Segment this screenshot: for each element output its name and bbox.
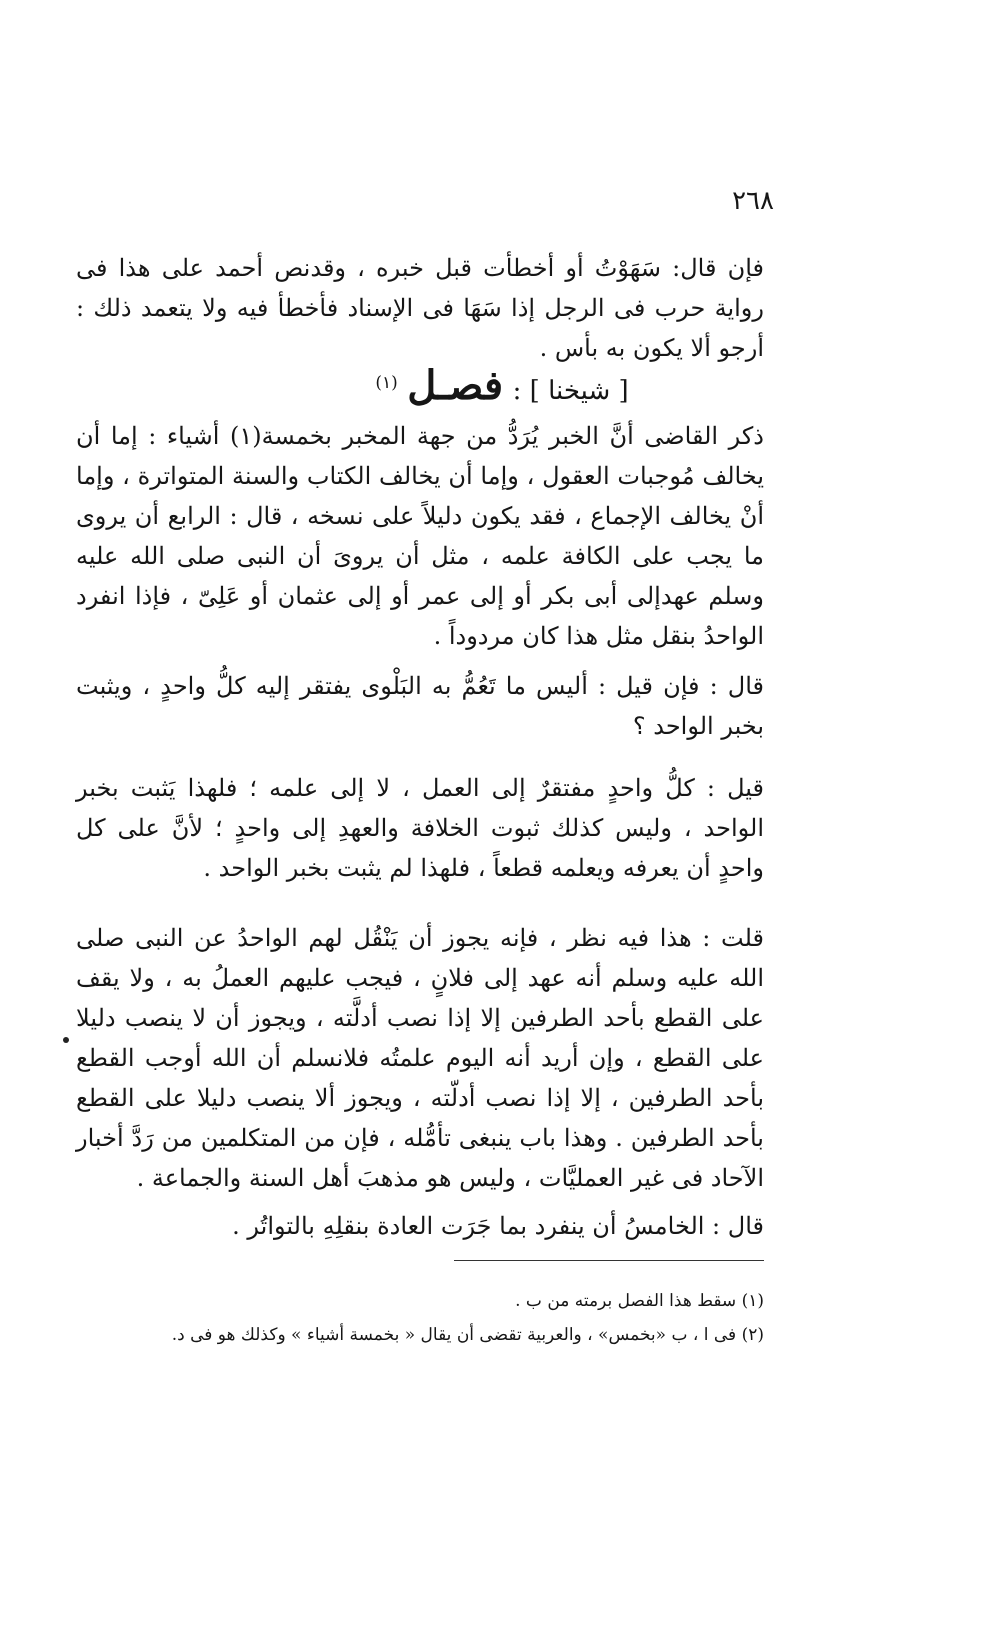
footnote-1: (١) سقط هذا الفصل برمته من ب . — [515, 1291, 764, 1311]
section-heading — [0, 362, 1004, 409]
footnote-separator — [454, 1260, 764, 1261]
footnote-2: (٢) فى ا ، ب «بخمس» ، والعربية تقضى أن يقال « بخمسة أشياء » وكذلك هو فى د. — [171, 1325, 764, 1345]
margin-mark — [63, 1037, 69, 1043]
paragraph-text: قلت : هذا فيه نظر ، فإنه يجوز أن يَنْقُل لهم الواحدُ عن النبى صلى الله عليه وسلم أنه عهد إلى فلانٍ ، فيجب عليهم العملُ به ، ولا يقف على القطع بأحد الطرفين إلا إذا نصب أدلَّته ، ويجوز أن لا ينصب دليلا على القطع ، وإن أريد أنه اليوم علمتُه فلانسلم أن الله أوجب القطع بأحد الطرفين ، إلا إذا نصب أدلّته ، ويجوز ألا ينصب دليلا على القطع بأحد الطرفين . وهذا باب ينبغى تأمُّله ، فإن من المتكلمين من رَدَّ أخبار الآحاد فى غير العمليَّات ، وليس هو مذهبَ أهل السنة والجماعة . — [76, 924, 764, 1192]
footnotes — [64, 1284, 764, 1352]
paragraph-4 — [76, 768, 764, 888]
paragraph-text: قال : الخامسُ أن ينفرد بما جَرَت العادة بنقلِهِ بالتواتُر . — [232, 1212, 764, 1240]
paragraph-6 — [76, 1206, 764, 1246]
paragraph-5 — [76, 918, 764, 1198]
paragraph-text: قيل : كلُّ واحدٍ مفتقرٌ إلى العمل ، لا إلى علمه ؛ فلهذا يَثبت بخبر الواحد ، وليس كذلك ثبوت الخلافة والعهدِ إلى واحدٍ ؛ لأنَّ على كل واحدٍ أن يعرفه ويعلمه قطعاً ، فلهذا لم يثبت بخبر الواحد . — [76, 774, 764, 882]
page-number: ٢٦٨ — [732, 186, 774, 216]
paragraph-1 — [76, 248, 764, 368]
paragraph-text: ذكر القاضى أنَّ الخبر يُرَدُّ من جهة المخبر بخمسة(١) أشياء : إما أن يخالف مُوجبات العقول ، وإما أن يخالف الكتاب والسنة المتواترة ، وإما أنْ يخالف الإجماع ، فقد يكون دليلاً على نسخه ، قال : الرابع أن يروى ما يجب على الكافة علمه ، مثل أن يروىَ أن النبى صلى الله عليه وسلم عهدإلى أبى بكر أو إلى عمر أو إلى عثمان أو عَلِىّ ، فإذا انفرد الواحدُ بنقل مثل هذا كان مردوداً . — [76, 422, 764, 650]
paragraph-text: فإن قال: سَهَوْتُ أو أخطأت قبل خبره ، وقدنص أحمد على هذا فى رواية حرب فى الرجل إذا سَهَا فى الإسناد فأخطأ فيه ولا يتعمد ذلك : أرجو ألا يكون به بأس . — [76, 254, 764, 362]
heading-title: فصـل — [407, 362, 504, 409]
heading-footnote-marker: (١) — [375, 373, 398, 393]
paragraph-2 — [76, 416, 764, 656]
heading-prefix: [ شيخنا ] : — [512, 376, 629, 406]
paragraph-text: قال : فإن قيل : أليس ما تَعُمُّ به البَلْوى يفتقر إليه كلُّ واحدٍ ، ويثبت بخبر الواحد ؟ — [76, 672, 764, 740]
paragraph-3 — [76, 666, 764, 746]
